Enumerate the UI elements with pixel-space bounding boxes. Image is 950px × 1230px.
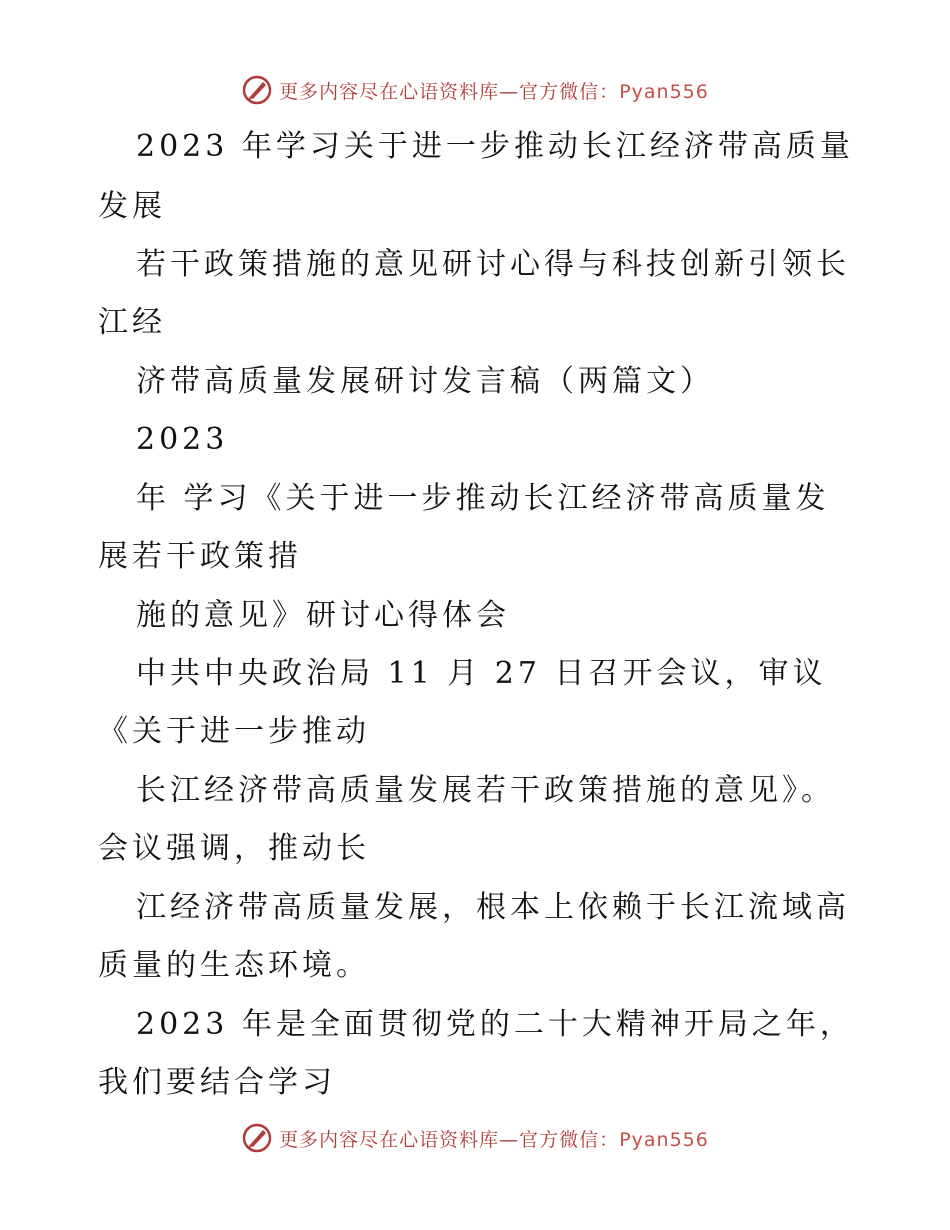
- text-line: 2023 年学习关于进一步推动长江经济带高质量: [136, 129, 854, 164]
- text-line: 发展: [98, 189, 166, 224]
- watermark-footer: [0, 1118, 950, 1158]
- text-line: 年 学习《关于进一步推动长江经济带高质量发: [136, 481, 830, 516]
- watermark-text: [279, 1125, 709, 1152]
- text-line: 施的意见》研讨心得体会: [136, 598, 510, 633]
- text-line: 会议强调，推动长: [98, 831, 370, 866]
- text-line: 我们要结合学习: [98, 1065, 336, 1100]
- text-line: 中共中央政治局 11 月 27 日召开会议，审议: [136, 656, 827, 691]
- quill-logo-icon: [241, 74, 273, 106]
- watermark-dash: —: [499, 1128, 520, 1151]
- text-line: 展若干政策措: [98, 539, 302, 574]
- text-line: 2023 年是全面贯彻党的二十大精神开局之年，: [136, 1007, 854, 1042]
- text-line: 《关于进一步推动: [98, 714, 370, 749]
- watermark-wechat-label: 官方微信：: [519, 80, 620, 103]
- text-line: 长江经济带高质量发展若干政策措施的意见》。: [136, 773, 835, 808]
- text-line: 质量的生态环境。: [98, 948, 370, 983]
- text-line: 2023: [136, 422, 229, 457]
- watermark-header: [0, 70, 950, 110]
- watermark-handle: Pyan556: [619, 1128, 709, 1151]
- watermark-site: 更多内容尽在心语资料库: [279, 80, 500, 103]
- text-line: 江经: [98, 305, 166, 340]
- quill-logo-icon: [241, 1122, 273, 1154]
- watermark-site: 更多内容尽在心语资料库: [279, 1128, 500, 1151]
- text-line: 济带高质量发展研讨发言稿（两篇文）: [136, 364, 714, 399]
- text-line: 若干政策措施的意见研讨心得与科技创新引领长: [136, 247, 850, 282]
- watermark-dash: —: [499, 80, 520, 103]
- watermark-wechat-label: 官方微信：: [519, 1128, 620, 1151]
- text-line: 江经济带高质量发展，根本上依赖于长江流域高: [136, 890, 850, 925]
- watermark-text: [279, 77, 709, 104]
- watermark-handle: Pyan556: [619, 80, 709, 103]
